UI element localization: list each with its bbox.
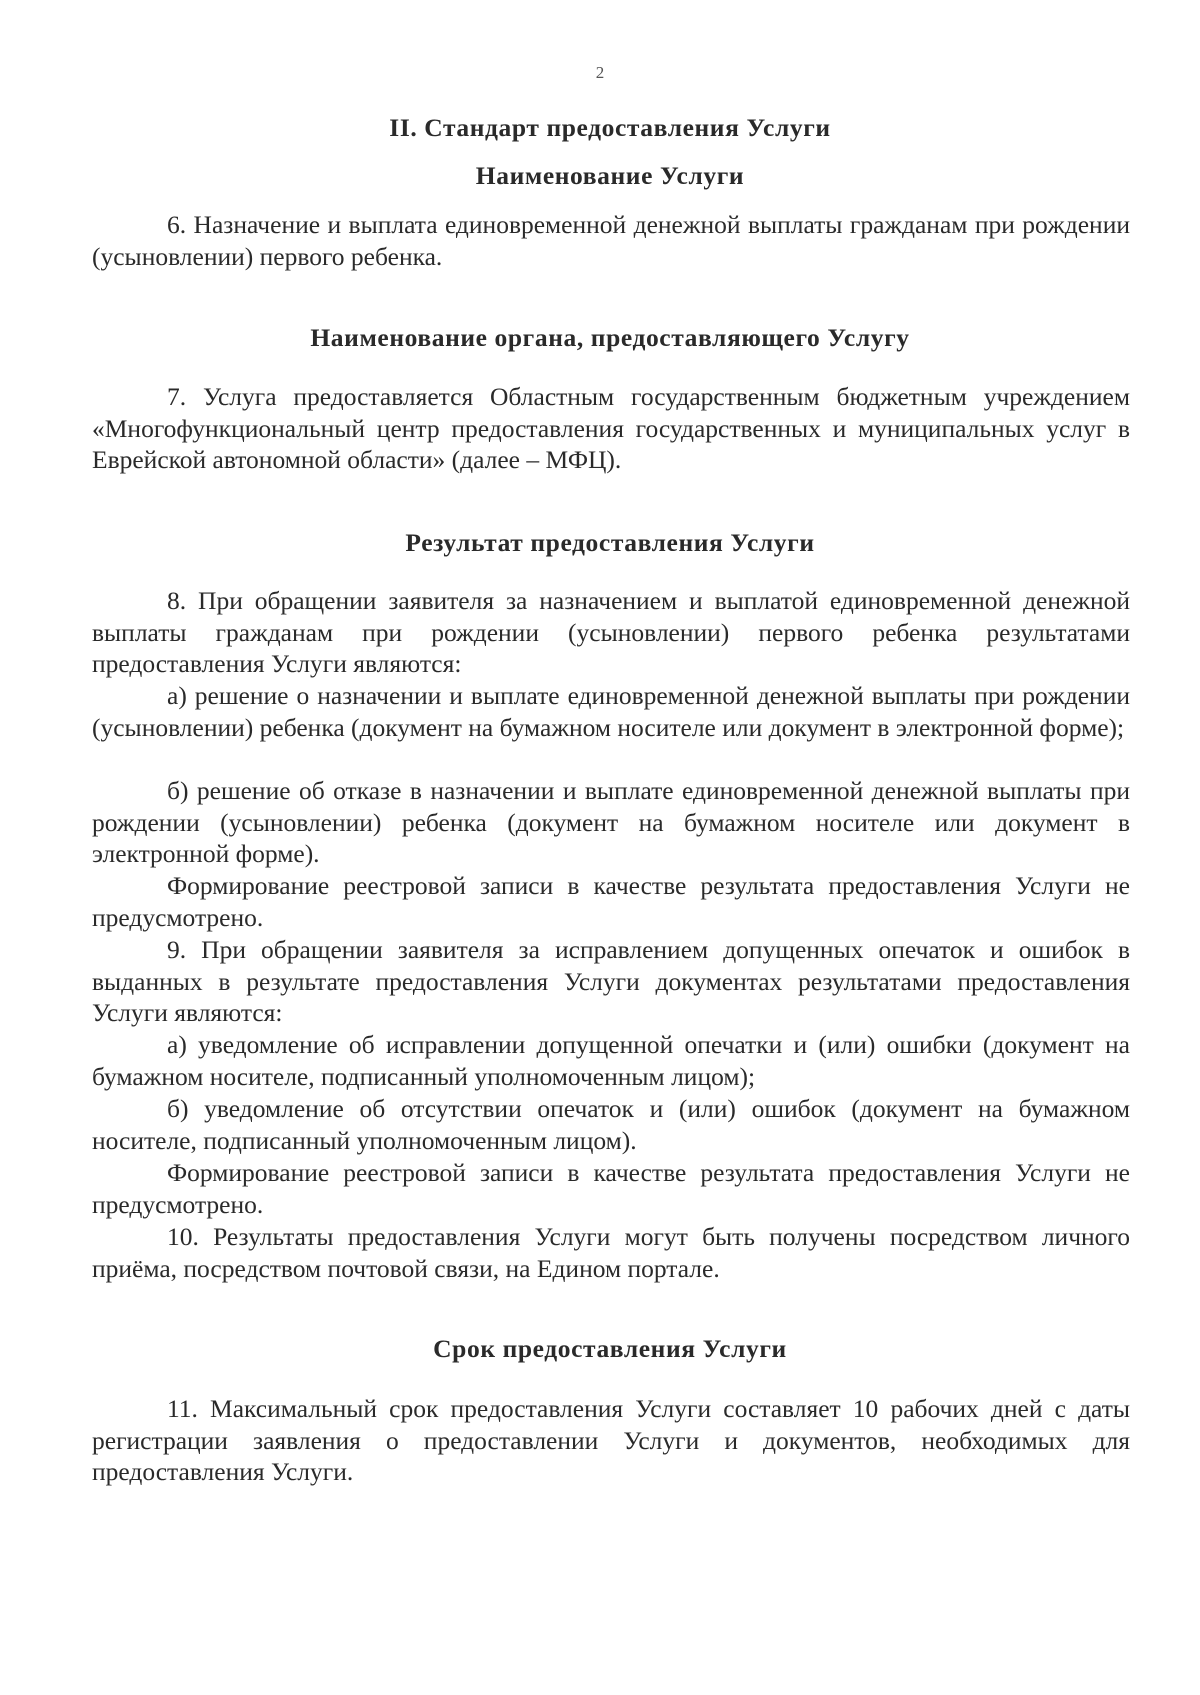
heading-term: Срок предоставления Услуги: [433, 1334, 787, 1363]
heading-service-name: Наименование Услуги: [475, 161, 745, 190]
heading-result: Результат предоставления Услуги: [405, 528, 815, 557]
paragraph-9b: б) уведомление об отсутствии опечаток и (или) ошибок (документ на бумажном носителе, подписанный уполномоченным лицом).: [92, 1094, 1130, 1155]
page-number: 2: [595, 63, 605, 82]
paragraph-9: 9. При обращении заявителя за исправлением допущенных опечаток и ошибок в выданных в результате предоставления Услуги документах результатами предоставления Услуги являются:: [92, 935, 1130, 1027]
paragraph-7: 7. Услуга предоставляется Областным государственным бюджетным учреждением «Многофункциональный центр предоставления государственных и муниципальных услуг в Еврейской автономной области» (далее – МФЦ).: [92, 382, 1130, 474]
paragraph-8a: а) решение о назначении и выплате единовременной денежной выплаты при рождении (усыновлении) ребенка (документ на бумажном носителе или документ в электронной форме);: [92, 681, 1130, 742]
paragraph-11: 11. Максимальный срок предоставления Услуги составляет 10 рабочих дней с даты регистрации заявления о предоставлении Услуги и документов, необходимых для предоставления Услуги.: [92, 1394, 1130, 1486]
paragraph-9c: Формирование реестровой записи в качестве результата предоставления Услуги не предусмотрено.: [92, 1158, 1130, 1219]
paragraph-8: 8. При обращении заявителя за назначением и выплатой единовременной денежной выплаты гражданам при рождении (усыновлении) первого ребенка результатами предоставления Услуги являются:: [92, 586, 1130, 678]
paragraph-9a: а) уведомление об исправлении допущенной опечатки и (или) ошибки (документ на бумажном носителе, подписанный уполномоченным лицом);: [92, 1030, 1130, 1091]
section-title: II. Стандарт предоставления Услуги: [389, 113, 831, 142]
paragraph-8b: б) решение об отказе в назначении и выплате единовременной денежной выплаты при рождении (усыновлении) ребенка (документ на бумажном носителе или документ в электронной форме).: [92, 776, 1130, 868]
paragraph-8c: Формирование реестровой записи в качестве результата предоставления Услуги не предусмотрено.: [92, 871, 1130, 932]
paragraph-10: 10. Результаты предоставления Услуги могут быть получены посредством личного приёма, посредством почтовой связи, на Едином портале.: [92, 1222, 1130, 1283]
heading-authority: Наименование органа, предоставляющего Услугу: [310, 323, 910, 352]
paragraph-6: 6. Назначение и выплата единовременной денежной выплаты гражданам при рождении (усыновлении) первого ребенка.: [92, 210, 1130, 271]
